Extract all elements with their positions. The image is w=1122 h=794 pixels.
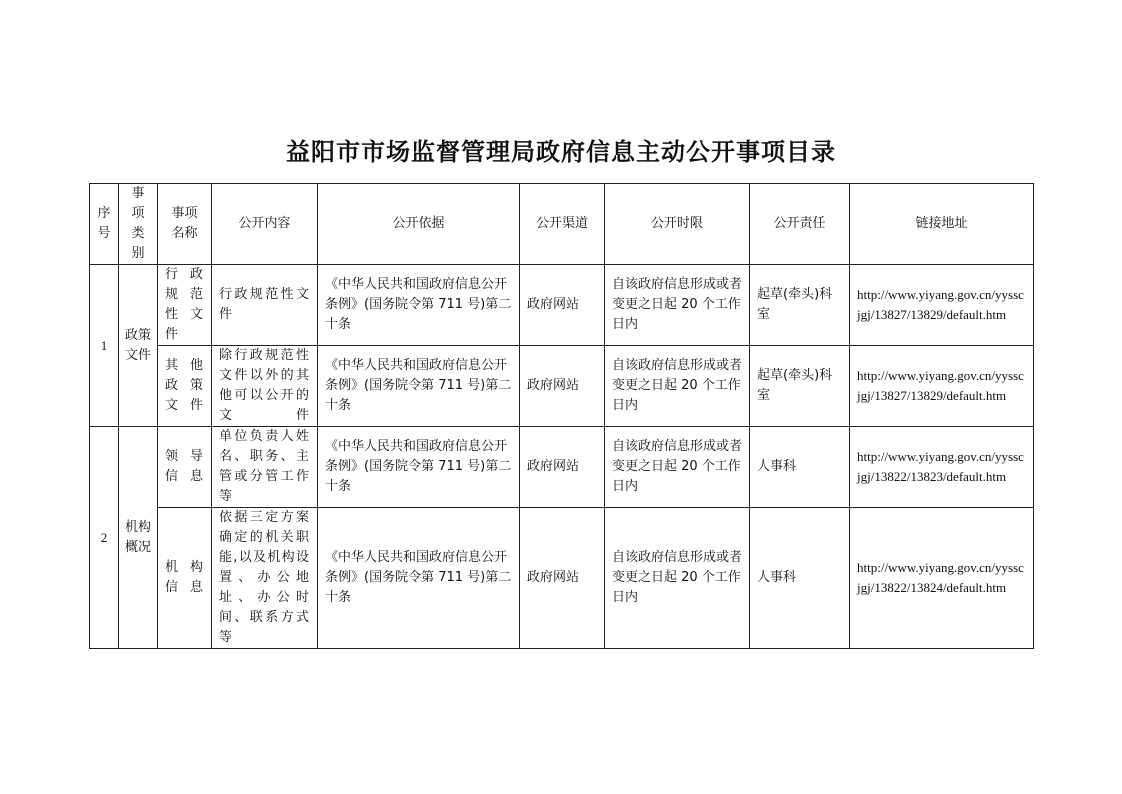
item-name: 其他政策文件 bbox=[158, 346, 212, 427]
item-basis: 《中华人民共和国政府信息公开条例》(国务院令第 711 号)第二十条 bbox=[318, 265, 520, 346]
item-responsibility: 起草(牵头)科室 bbox=[750, 265, 850, 346]
header-link: 链接地址 bbox=[850, 184, 1034, 265]
item-channel: 政府网站 bbox=[520, 508, 605, 649]
item-channel: 政府网站 bbox=[520, 427, 605, 508]
item-name: 机构信息 bbox=[158, 508, 212, 649]
item-channel: 政府网站 bbox=[520, 346, 605, 427]
item-responsibility: 起草(牵头)科室 bbox=[750, 346, 850, 427]
table-row bbox=[90, 427, 1034, 508]
item-basis: 《中华人民共和国政府信息公开条例》(国务院令第 711 号)第二十条 bbox=[318, 508, 520, 649]
item-name: 领导信息 bbox=[158, 427, 212, 508]
table-row bbox=[90, 346, 1034, 427]
item-link[interactable]: http://www.yiyang.gov.cn/yysscjgj/13822/13823/default.htm bbox=[850, 427, 1034, 508]
item-link[interactable]: http://www.yiyang.gov.cn/yysscjgj/13827/13829/default.htm bbox=[850, 346, 1034, 427]
group-category: 机构概况 bbox=[119, 427, 158, 649]
item-link[interactable]: http://www.yiyang.gov.cn/yysscjgj/13827/13829/default.htm bbox=[850, 265, 1034, 346]
item-time-limit: 自该政府信息形成或者变更之日起 20 个工作日内 bbox=[605, 427, 750, 508]
header-responsibility: 公开责任 bbox=[750, 184, 850, 265]
header-content: 公开内容 bbox=[212, 184, 318, 265]
group-category: 政策文件 bbox=[119, 265, 158, 427]
header-channel: 公开渠道 bbox=[520, 184, 605, 265]
table-row bbox=[90, 508, 1034, 649]
item-basis: 《中华人民共和国政府信息公开条例》(国务院令第 711 号)第二十条 bbox=[318, 427, 520, 508]
group-seq: 1 bbox=[90, 265, 119, 427]
item-basis: 《中华人民共和国政府信息公开条例》(国务院令第 711 号)第二十条 bbox=[318, 346, 520, 427]
item-time-limit: 自该政府信息形成或者变更之日起 20 个工作日内 bbox=[605, 346, 750, 427]
table-row bbox=[90, 265, 1034, 346]
item-time-limit: 自该政府信息形成或者变更之日起 20 个工作日内 bbox=[605, 265, 750, 346]
header-time-limit: 公开时限 bbox=[605, 184, 750, 265]
item-time-limit: 自该政府信息形成或者变更之日起 20 个工作日内 bbox=[605, 508, 750, 649]
item-link[interactable]: http://www.yiyang.gov.cn/yysscjgj/13822/13824/default.htm bbox=[850, 508, 1034, 649]
item-responsibility: 人事科 bbox=[750, 508, 850, 649]
item-content: 除行政规范性文件以外的其他可以公开的文件 bbox=[212, 346, 318, 427]
item-channel: 政府网站 bbox=[520, 265, 605, 346]
header-row bbox=[90, 184, 1034, 265]
header-name: 事项名称 bbox=[158, 184, 212, 265]
item-content: 行政规范性文件 bbox=[212, 265, 318, 346]
header-basis: 公开依据 bbox=[318, 184, 520, 265]
document-title: 益阳市市场监督管理局政府信息主动公开事项目录 bbox=[286, 138, 836, 166]
header-seq: 序号 bbox=[90, 184, 119, 265]
group-seq: 2 bbox=[90, 427, 119, 649]
item-content: 依据三定方案确定的机关职能,以及机构设置、办公地址、办公时间、联系方式等 bbox=[212, 508, 318, 649]
item-responsibility: 人事科 bbox=[750, 427, 850, 508]
item-name: 行政规范性文件 bbox=[158, 265, 212, 346]
disclosure-catalog-table bbox=[89, 183, 1034, 649]
item-content: 单位负责人姓名、职务、主管或分管工作等 bbox=[212, 427, 318, 508]
header-category: 事项类别 bbox=[119, 184, 158, 265]
